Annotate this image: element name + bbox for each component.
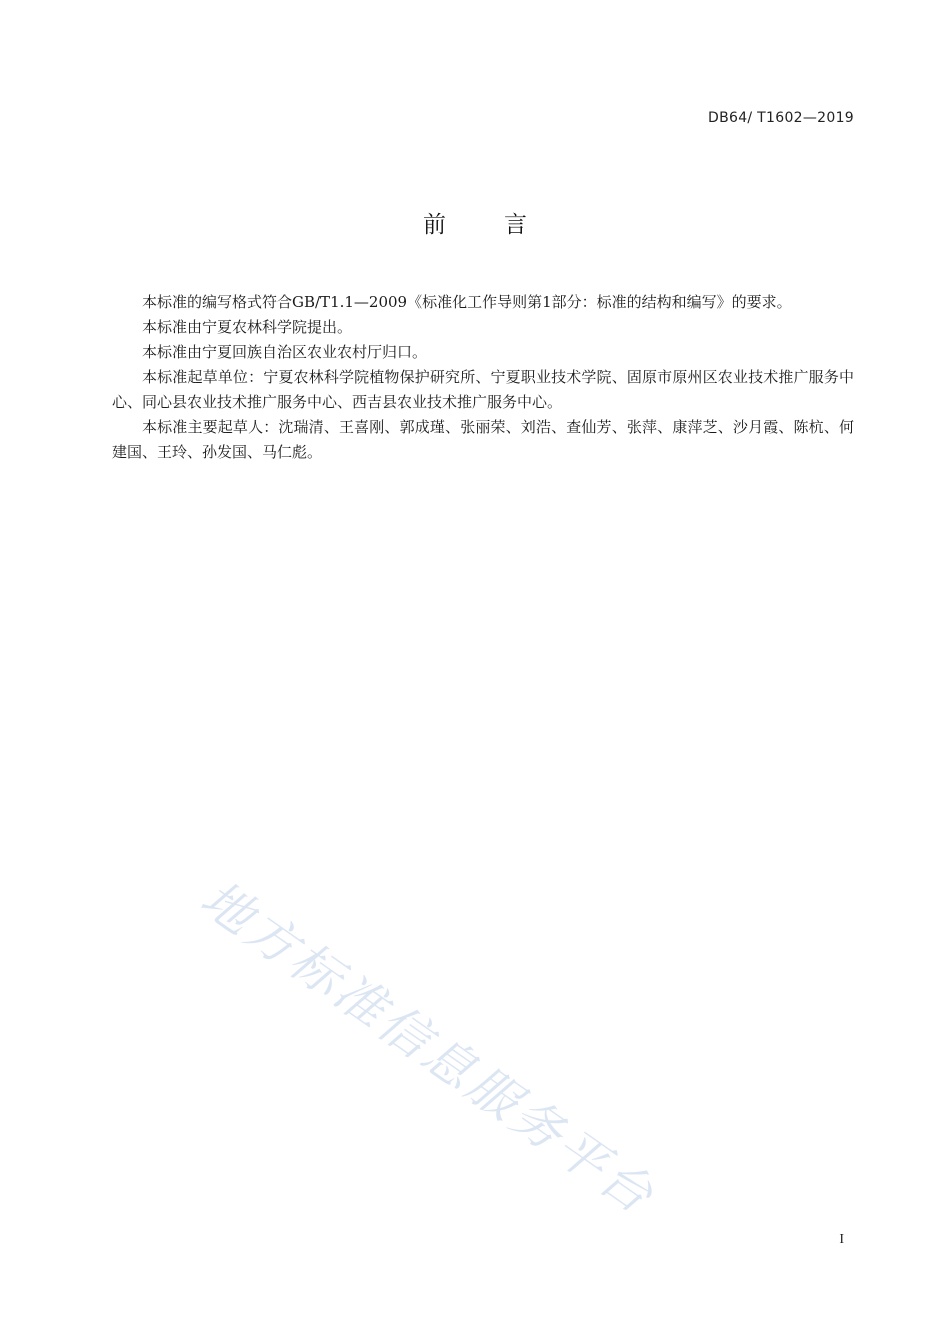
paragraph-format: 本标准的编写格式符合GB/T1.1—2009《标准化工作导则第1部分：标准的结构和编写》的要求。	[142, 293, 792, 311]
paragraph-proposer: 本标准由宁夏农林科学院提出。	[142, 318, 353, 336]
foreword-body	[112, 290, 854, 465]
paragraph-drafting-units: 本标准起草单位：宁夏农林科学院植物保护研究所、宁夏职业技术学院、固原市原州区农业技术推广服务中心、同心县农业技术推广服务中心、西吉县农业技术推广服务中心。	[112, 368, 854, 411]
page-number: I	[839, 1232, 844, 1247]
watermark: 地方标准信息服务平台	[190, 869, 667, 1227]
document-code: DB64/ T1602—2019	[708, 110, 854, 126]
paragraph-drafters: 本标准主要起草人：沈瑞清、王喜刚、郭成瑾、张丽荣、刘浩、查仙芳、张萍、康萍芝、沙月霞、陈杭、何建国、王玲、孙发国、马仁彪。	[112, 418, 854, 461]
paragraph-administrator: 本标准由宁夏回族自治区农业农村厅归口。	[142, 343, 428, 361]
page-title: 前言	[423, 212, 585, 238]
